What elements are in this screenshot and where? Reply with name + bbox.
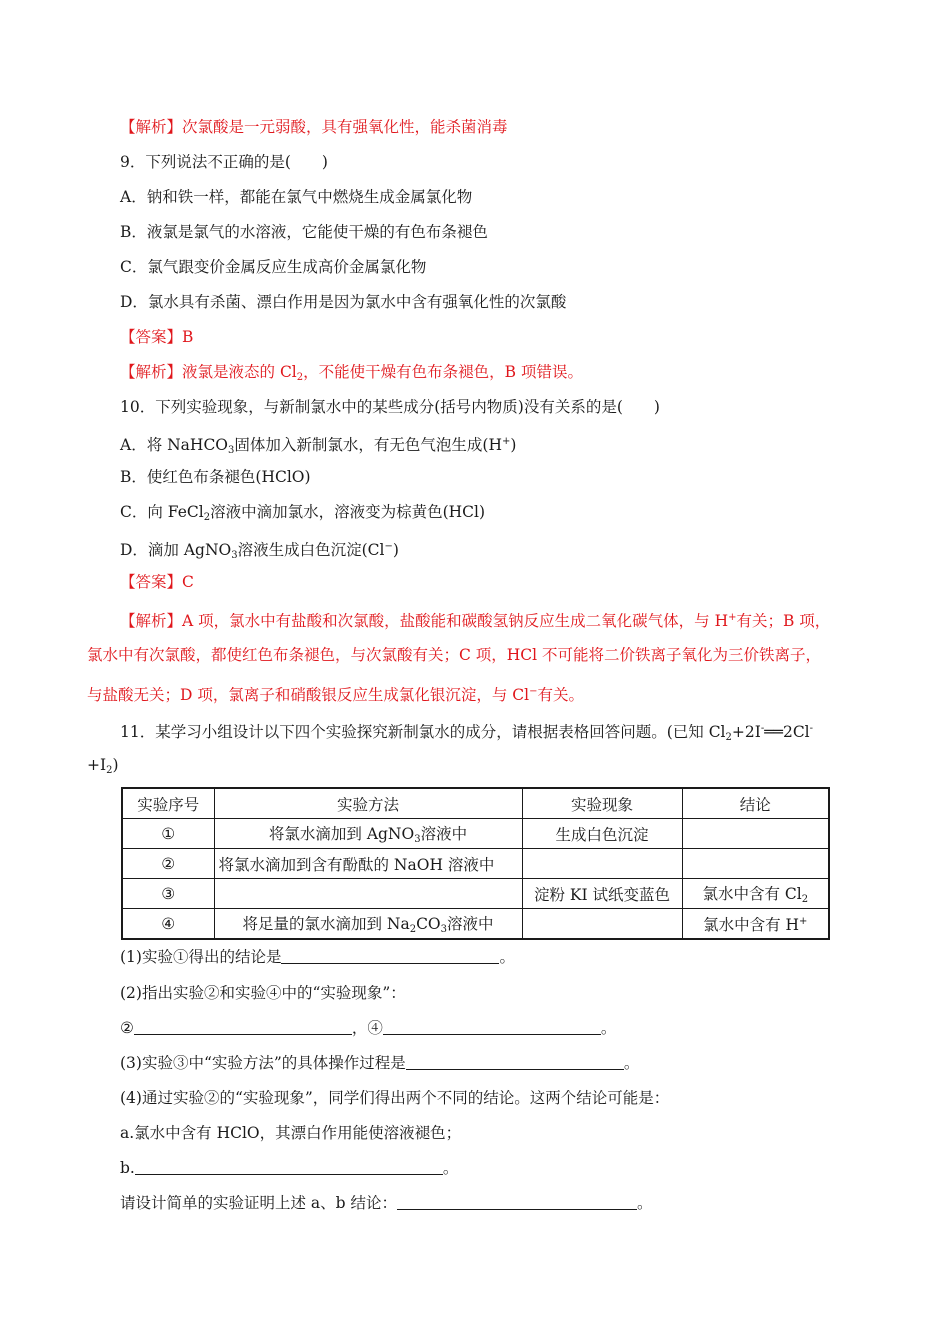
option-text: A．将 NaHCO [120,436,229,454]
subscript: 2 [409,924,417,935]
q11-part5 [120,1192,653,1214]
q10-option-b: B．使红色布条褪色(HClO) [120,468,311,486]
part-text: ，④ [351,1019,383,1037]
cell-text: 将足量的氯水滴加到 Na [242,915,410,933]
equation-sign: ══ [764,723,783,741]
subscript: 2 [725,732,732,743]
phenomenon-cell [522,909,682,940]
table-row [122,819,829,849]
row-number: ④ [122,909,214,940]
q11-part4: (4)通过实验②的“实验现象”，同学们得出两个不同的结论。这两个结论可能是： [120,1089,670,1107]
cell-text: 将氯水滴加到 AgNO [268,825,415,843]
part-text: 。 [637,1194,653,1212]
part-text: 。 [600,1019,617,1037]
answer-blank[interactable] [135,1158,443,1175]
stem-text: +I [87,756,107,774]
stem-text: 2Cl [782,723,810,741]
q9-option-a: A．钠和铁一样，都能在氯气中燃烧生成金属氯化物 [120,188,473,206]
row-number: ② [122,849,214,879]
method-cell [214,879,522,909]
option-text: 固体加入新制氯水，有无色气泡生成(H [234,436,502,454]
analysis-text: 与盐酸无关；D 项，氯离子和硝酸银反应生成氯化银沉淀，与 Cl [87,686,530,704]
answer-blank[interactable] [383,1018,601,1035]
part-text: (3)实验③中“实验方法”的具体操作过程是 [120,1054,406,1072]
subscript: 3 [440,924,448,935]
q11-part2: (2)指出实验②和实验④中的“实验现象”： [120,984,406,1002]
row-number: ③ [122,879,214,909]
q10-option-d [120,536,399,567]
cell-text: 溶液中 [420,825,468,843]
q10-analysis-line1 [120,607,830,632]
q11-part2-blanks [120,1017,616,1039]
answer-value: C [182,573,194,591]
part-text: 。 [623,1054,640,1072]
method-cell: 将氯水滴加到含有酚酞的 NaOH 溶液中 [214,849,522,879]
part-text: ② [120,1019,134,1037]
table-header-row [122,788,829,819]
q11-part3 [120,1052,639,1074]
q11-stem-line2 [87,754,119,782]
cell-text: CO [416,915,441,933]
subscript: 3 [228,445,235,456]
conclusion-cell [682,909,829,940]
analysis-text: 次氯酸是一元弱酸，具有强氧化性，能杀菌消毒 [182,118,508,136]
q11-part1 [120,946,515,968]
analysis-tag: 【解析】 [120,612,183,630]
stem-text: ) [112,756,119,774]
phenomenon-cell: 生成白色沉淀 [522,819,682,849]
q10-option-a [120,431,516,462]
superscript: − [529,686,538,697]
part-text: 。 [442,1159,459,1177]
superscript: + [728,612,737,623]
analysis-text: 有关。 [537,686,585,704]
analysis-text: 液氯是液态的 Cl [182,363,297,381]
answer-value: B [182,328,194,346]
conclusion-cell [682,849,829,879]
q10-stem: 10．下列实验现象，与新制氯水中的某些成分(括号内物质)没有关系的是( ) [120,398,660,416]
table-row [122,909,829,940]
option-text: 溶液生成白色沉淀(Cl [237,541,385,559]
answer-blank[interactable] [281,947,499,964]
analysis-tag: 【解析】 [120,118,183,136]
q11-stem-line1 [120,718,813,749]
column-header: 实验现象 [522,788,682,819]
stem-text: +2I [731,723,761,741]
cell-text: 溶液中 [447,915,494,933]
column-header: 实验方法 [214,788,522,819]
option-text: D．滴加 AgNO [120,541,232,559]
cell-text: 氯水中含有 Cl [702,885,802,903]
answer-tag: 【答案】 [120,573,183,591]
part-text: 。 [499,948,515,966]
option-text: ) [510,436,517,454]
q10-analysis-line3 [87,681,584,706]
answer-tag: 【答案】 [120,328,183,346]
analysis-text: ，不能使干燥有色布条褪色，B 项错误。 [303,363,583,381]
superscript: - [809,723,814,734]
q9-option-d: D．氯水具有杀菌、漂白作用是因为氯水中含有强氧化性的次氯酸 [120,293,567,311]
q8-analysis [120,116,508,138]
q9-option-b: B．液氯是氯气的水溶液，它能使干燥的有色布条褪色 [120,223,488,241]
answer-blank[interactable] [397,1193,637,1210]
q9-analysis [120,361,583,389]
analysis-tag: 【解析】 [120,363,183,381]
table-row [122,879,829,909]
subscript: 2 [203,512,211,523]
q9-stem: 9．下列说法不正确的是( ) [120,153,328,171]
q10-answer [120,571,194,593]
superscript: - [760,723,765,734]
q9-option-c: C．氯气跟变价金属反应生成高价金属氯化物 [120,258,427,276]
subscript: 2 [801,894,809,905]
superscript: + [501,436,511,447]
q11-part4-a: a.氯水中含有 HClO，其漂白作用能使溶液褪色； [120,1124,462,1142]
option-text: C．向 FeCl [120,503,204,521]
q11-part4-b [120,1157,458,1179]
cell-text: 氯水中含有 H [703,915,800,934]
experiment-table [121,787,830,940]
q10-option-c [120,501,485,529]
answer-blank[interactable] [406,1053,624,1070]
table-row [122,849,829,879]
column-header: 结论 [682,788,829,819]
part-text: b. [120,1159,135,1177]
subscript: 2 [296,372,304,383]
method-cell [214,909,522,940]
phenomenon-cell: 淀粉 KI 试纸变蓝色 [522,879,682,909]
part-text: 请设计简单的实验证明上述 a、b 结论： [120,1194,398,1212]
row-number: ① [122,819,214,849]
conclusion-cell [682,879,829,909]
option-text: 溶液中滴加氯水，溶液变为棕黄色(HCl) [210,503,485,521]
superscript: − [384,541,393,552]
column-header: 实验序号 [122,788,214,819]
q9-answer [120,326,193,348]
q10-analysis-line2: 氯水中有次氯酸，都使红色布条褪色，与次氯酸有关；C 项，HCl 不可能将二价铁离子氧化为三价铁离子， [87,646,822,664]
stem-text: 11．某学习小组设计以下四个实验探究新制氯水的成分，请根据表格回答问题。(已知 Cl [120,723,726,741]
option-text: ) [392,541,399,559]
subscript: 3 [231,550,238,561]
conclusion-cell [682,819,829,849]
analysis-text: 有关；B 项， [736,612,831,630]
answer-blank[interactable] [134,1018,352,1035]
subscript: 2 [106,765,113,776]
method-cell [214,819,522,849]
subscript: 3 [414,834,421,845]
superscript: + [799,915,808,927]
part-text: (1)实验①得出的结论是 [120,948,282,966]
analysis-text: A 项，氯水中有盐酸和次氯酸，盐酸能和碳酸氢钠反应生成二氧化碳气体，与 H [182,612,729,630]
phenomenon-cell [522,849,682,879]
